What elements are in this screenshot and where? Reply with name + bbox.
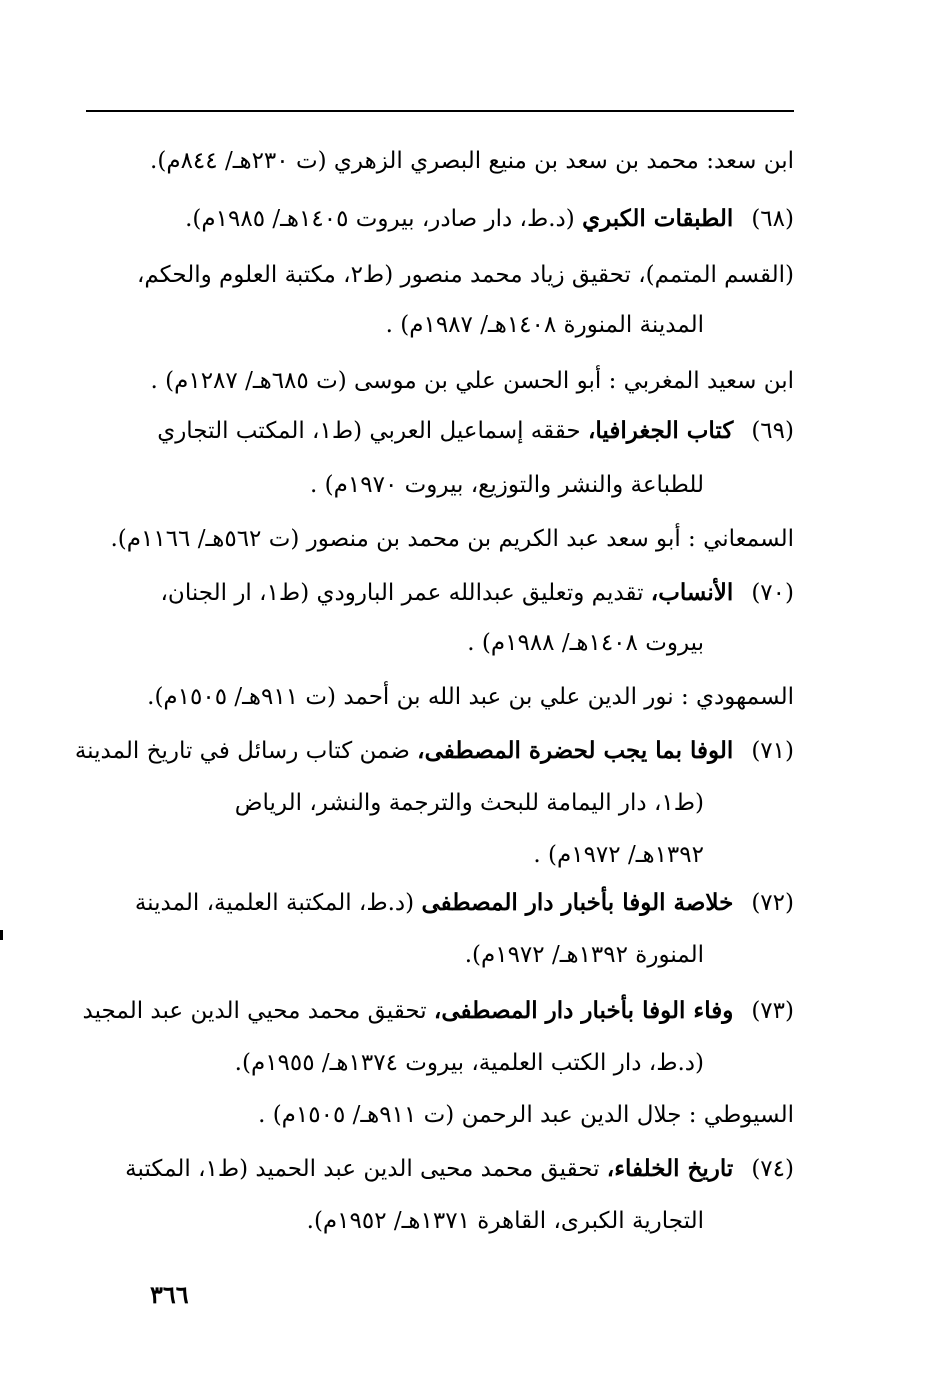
entry-details: تقديم وتعليق عبدالله عمر البارودي (ط١، ار الجنان، xyxy=(160,580,651,606)
entry-line xyxy=(135,886,794,920)
author-line: ابن سعد: محمد بن سعد بن منيع البصري الزهري (ت ٢٣٠هـ/ ٨٤٤م). xyxy=(150,148,794,174)
entry-details: حققه إسماعيل العربي (ط١، المكتب التجاري xyxy=(157,418,588,444)
continuation-line: ١٣٩٢هـ/ ١٩٧٢م) . xyxy=(533,842,704,868)
entry-details: (د.ط، دار صادر، بيروت ١٤٠٥هـ/ ١٩٨٥م). xyxy=(185,206,583,232)
entry-line xyxy=(75,734,794,768)
entry-details: تحقيق محمد محيى الدين عبد الحميد (ط١، المكتبة xyxy=(125,1156,607,1182)
author-line: السمهودي : نور الدين علي بن عبد الله بن أحمد (ت ٩١١هـ/ ١٥٠٥م). xyxy=(147,684,794,710)
entry-line xyxy=(185,202,794,236)
book-title: تاريخ الخلفاء، xyxy=(606,1155,734,1182)
continuation-line: المدينة المنورة ١٤٠٨هـ/ ١٩٨٧م) . xyxy=(385,312,704,338)
book-title: خلاصة الوفا بأخبار دار المصطفى xyxy=(421,889,734,916)
book-title: الطبقات الكبري xyxy=(582,205,734,232)
header-rule xyxy=(86,110,794,112)
entry-line xyxy=(161,576,795,610)
entry-number: (٧٤) xyxy=(751,1156,794,1182)
entry-line xyxy=(125,1152,794,1186)
book-title: الأنساب، xyxy=(650,579,734,606)
book-title: وفاء الوفا بأخبار دار المصطفى، xyxy=(433,997,734,1024)
entry-number: (٧٢) xyxy=(751,890,794,916)
entry-number: (٦٨) xyxy=(751,206,794,232)
page-number: ٣٦٦ xyxy=(150,1280,189,1309)
scan-speck xyxy=(0,930,3,940)
author-line: السيوطي : جلال الدين عبد الرحمن (ت ٩١١هـ/ ١٥٠٥م) . xyxy=(258,1102,794,1128)
entry-details: (د.ط، المكتبة العلمية، المدينة xyxy=(134,890,422,916)
entry-number: (٧١) xyxy=(751,738,794,764)
continuation-line: التجارية الكبرى، القاهرة ١٣٧١هـ/ ١٩٥٢م). xyxy=(306,1208,704,1234)
book-title: الوفا بما يجب لحضرة المصطفى، xyxy=(417,737,734,764)
continuation-line: المنورة ١٣٩٢هـ/ ١٩٧٢م). xyxy=(464,942,704,968)
continuation-line: للطباعة والنشر والتوزيع، بيروت ١٩٧٠م) . xyxy=(310,472,704,498)
entry-details: ضمن كتاب رسائل في تاريخ المدينة xyxy=(74,738,418,764)
entry-number: (٧٠) xyxy=(751,580,794,606)
entry-line xyxy=(157,414,794,448)
continuation-line: (ط١، دار اليمامة للبحث والترجمة والنشر، الرياض xyxy=(234,790,704,816)
continuation-line: بيروت ١٤٠٨هـ/ ١٩٨٨م) . xyxy=(467,630,704,656)
entry-number: (٧٣) xyxy=(751,998,794,1024)
book-title: كتاب الجغرافيا، xyxy=(587,417,734,444)
entry-details: تحقيق محمد محيي الدين عبد المجيد xyxy=(82,998,434,1024)
entry-number: (٦٩) xyxy=(751,418,794,444)
author-line: السمعاني : أبو سعد عبد الكريم بن محمد بن منصور (ت ٥٦٢هـ/ ١١٦٦م). xyxy=(110,526,794,552)
entry-line xyxy=(83,994,794,1028)
author-line: ابن سعيد المغربي : أبو الحسن علي بن موسى (ت ٦٨٥هـ/ ١٢٨٧م) . xyxy=(150,368,794,394)
continuation-line: (القسم المتمم)، تحقيق زياد محمد منصور (ط٢، مكتبة العلوم والحكم، xyxy=(136,262,794,288)
continuation-line: (د.ط، دار الكتب العلمية، بيروت ١٣٧٤هـ/ ١٩٥٥م). xyxy=(234,1050,704,1076)
